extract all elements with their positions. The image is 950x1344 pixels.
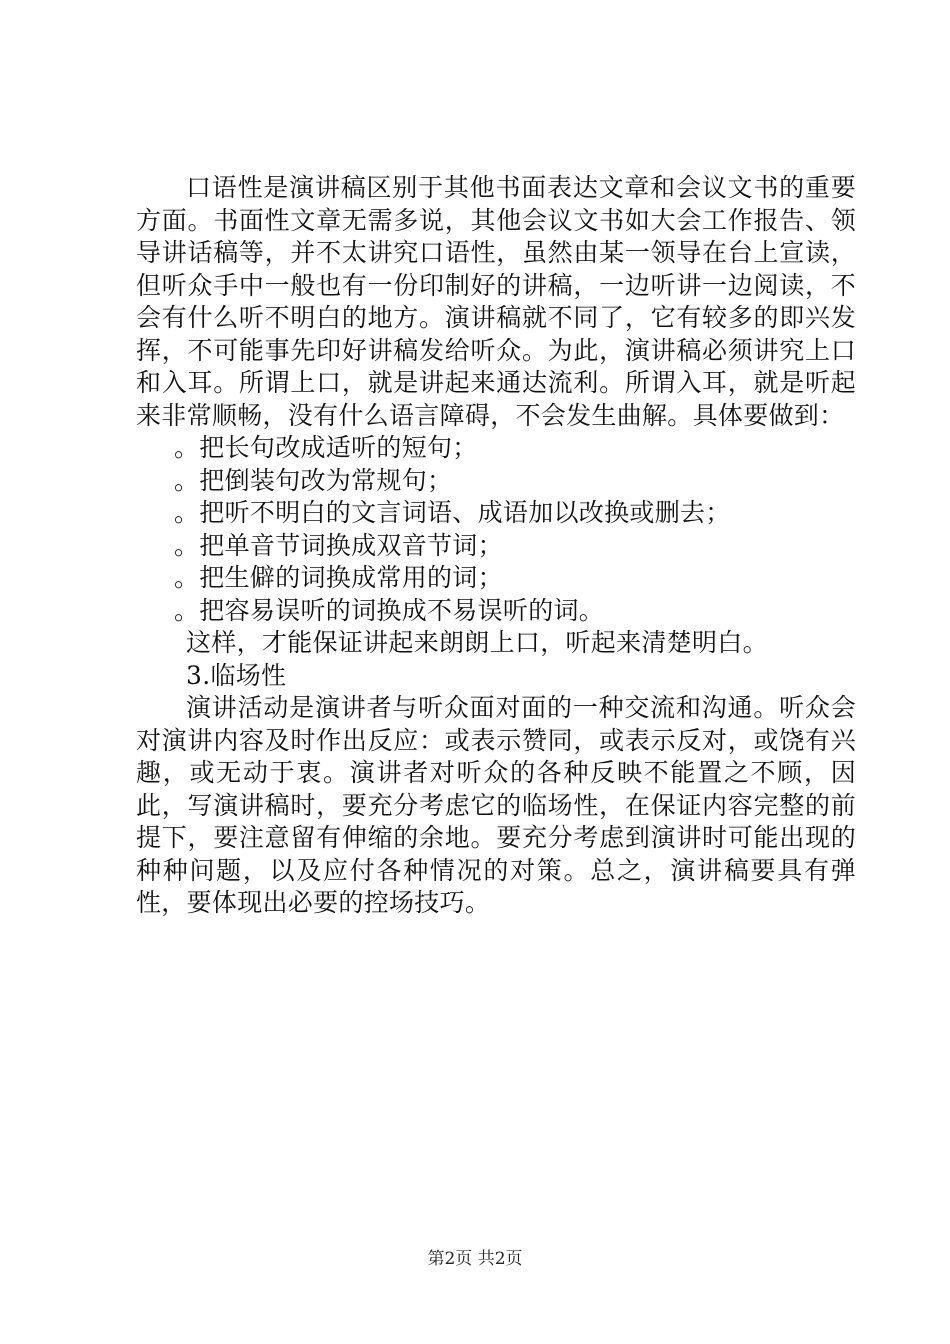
paragraph-summary: 这样，才能保证讲起来朗朗上口，听起来清楚明白。 xyxy=(186,628,768,657)
paragraph-orality: 口语性是演讲稿区别于其他书面表达文章和会议文书的重要方面。书面性文章无需多说，其他会议文书如大会工作报告、领导讲话稿等，并不太讲究口语性，虽然由某一领导在台上宣读，但听众手中一般也有一份印制好的讲稿，一边听讲一边阅读，不会有什么听不明白的地方。演讲稿就不同了，它有较多的即兴发挥，不可能事先印好讲稿发给听众。为此，演讲稿必须讲究上口和入耳。所谓上口，就是讲起来通达流利。所谓入耳，就是听起来非常顺畅，没有什么语言障碍，不会发生曲解。具体要做到： xyxy=(136,173,856,430)
body-text xyxy=(136,172,856,920)
page-footer: 第2页 共2页 xyxy=(427,1249,523,1269)
list-item: 。把长句改成适听的短句； xyxy=(174,433,478,462)
list-item: 。把单音节词换成双音节词； xyxy=(174,530,503,560)
list-item: 。把生僻的词换成常用的词； xyxy=(174,563,503,592)
section-heading-3: 3.临场性 xyxy=(186,660,287,690)
list-item: 。把听不明白的文言词语、成语加以改换或删去； xyxy=(174,498,731,527)
paragraph-on-site: 演讲活动是演讲者与听众面对面的一种交流和沟通。听众会对演讲内容及时作出反应：或表示赞同，或表示反对，或饶有兴趣，或无动于衷。演讲者对听众的各种反映不能置之不顾，因此，写演讲稿时，要充分考虑它的临场性，在保证内容完整的前提下，要注意留有伸缩的余地。要充分考虑到演讲时可能出现的种种问题，以及应付各种情况的对策。总之，演讲稿要具有弹性，要体现出必要的控场技巧。 xyxy=(136,693,856,917)
list-item: 。把倒装句改为常规句； xyxy=(174,465,453,495)
list-item: 。把容易误听的词换成不易误听的词。 xyxy=(174,595,605,625)
